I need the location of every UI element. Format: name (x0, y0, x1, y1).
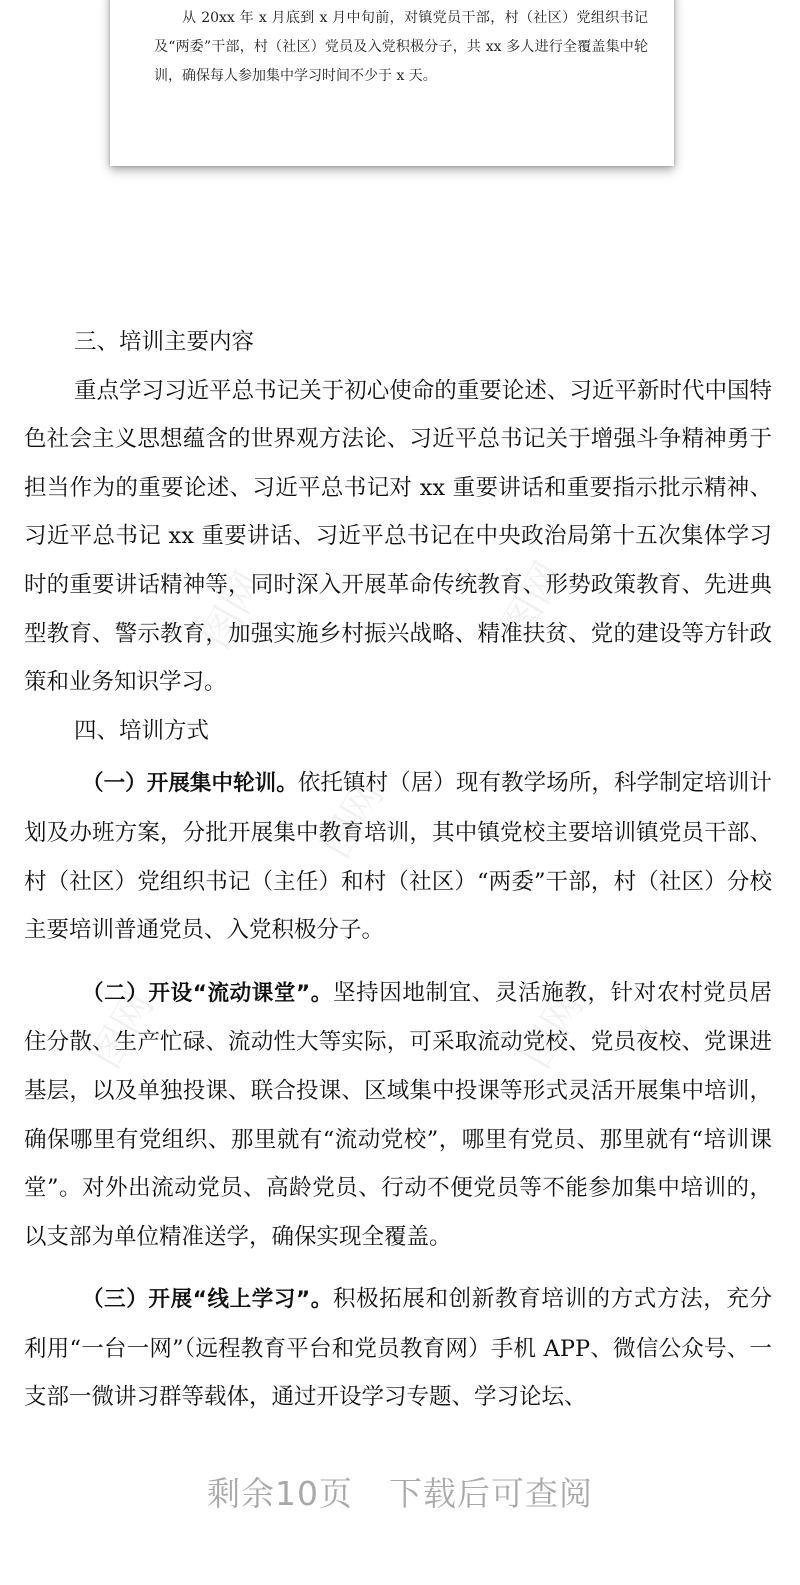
method-item-3 (24, 1275, 772, 1422)
watermark: 图网 (83, 984, 163, 1077)
method-item-body: 积极拓展和创新教育培训的方式方法，充分利用“一台一网”（远程教育平台和党员教育网）手机 APP、微信公众号、一支部一微讲习群等载体，通过开设学习专题、学习论坛、 (24, 1286, 772, 1411)
section-heading-4: 四、培训方式 (74, 717, 210, 744)
watermark: 图网 (193, 564, 273, 657)
method-item-body: 坚持因地制宜、灵活施教，针对农村党员居住分散、生产忙碌、流动性大等实际，可采取流动党校、党员夜校、党课进基层，以及单独投课、联合投课、区域集中投课等形式灵活开展集中培训，确保哪里有党组织、那里就有“流动党校”，哪里有党员、那里就有“培训课堂”。对外出流动党员、高龄党员、行动不便党员等不能参加集中培训的，以支部为单位精准送学，确保实现全覆盖。 (24, 979, 772, 1250)
previous-page-preview (110, 0, 674, 166)
download-prompt[interactable] (0, 1468, 800, 1515)
remaining-pages-label: 剩余10页 (207, 1474, 353, 1513)
method-item-title: （一）开展集中轮训。 (82, 771, 298, 797)
method-item-2 (24, 969, 772, 1262)
method-item-1 (24, 759, 772, 954)
preview-paragraph: 从 20xx 年 x 月底到 x 月中旬前，对镇党员干部，村（社区）党组织书记及“两委”干部，村（社区）党员及入党积极分子，共 xx 多人进行全覆盖集中轮训，确保每人参加集中学习时间不少于 x 天。 (154, 10, 648, 84)
method-item-title: （三）开展“线上学习”。 (82, 1287, 333, 1313)
method-item-title: （二）开设“流动课堂”。 (82, 980, 333, 1006)
section-heading-3: 三、培训主要内容 (74, 329, 255, 355)
method-item-body: 依托镇村（居）现有教学场所，科学制定培训计划及办班方案，分批开展集中教育培训，其中镇党校主要培训镇党员干部、村（社区）党组织书记（主任）和村（社区）“两委”干部，村（社区）分校主要培训普通党员、入党积极分子。 (24, 770, 772, 944)
watermark: 图网 (513, 984, 593, 1077)
watermark: 图网 (313, 774, 393, 867)
document-body (24, 318, 772, 1422)
download-to-view-label[interactable]: 下载后可查阅 (389, 1474, 593, 1513)
section-3-paragraph: 重点学习习近平总书记关于初心使命的重要论述、习近平新时代中国特色社会主义思想蕴含的世界观方法论、习近平总书记关于增强斗争精神勇于担当作为的重要论述、习近平总书记对 xx 重要讲话和重要指示批示精神、习近平总书记 xx 重要讲话、习近平总书记在中央政治局第十五次集体学习时的重要讲话精神等，同时深入开展革命传统教育、形势政策教育、先进典型教育、警示教育，加强实施乡村振兴战略、精准扶贫、党的建设等方针政策和业务知识学习。 (24, 377, 772, 696)
watermark: 图网 (493, 554, 573, 647)
